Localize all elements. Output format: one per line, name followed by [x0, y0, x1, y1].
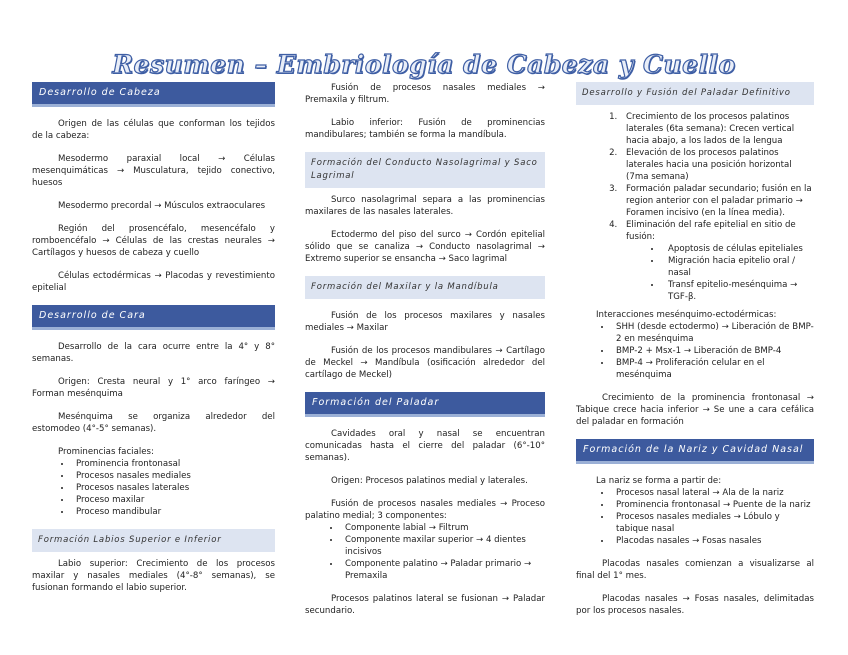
paladar-paragraph: Origen: Procesos palatinos medial y laterales.: [331, 476, 528, 486]
list-item: • Proceso maxilar: [72, 494, 275, 506]
section-header-paladar: Formación del Paladar: [305, 392, 545, 417]
paladar-paragraph: Fusión de procesos nasales mediales → Proceso palatino medial; 3 componentes:: [305, 499, 545, 521]
cara-paragraph: Origen: Cresta neural y 1° arco faríngeo → Forman mesénquima: [32, 377, 275, 399]
paladar-paragraph: Procesos palatinos lateral se fusionan → Paladar secundario.: [305, 594, 545, 616]
column-2: [305, 82, 545, 617]
mandibula-paragraph: Fusión de los procesos mandibulares → Cartílago de Meckel → Mandíbula (osificación alrededor del cartílago de Meckel): [305, 346, 545, 380]
prominencias-list: [32, 458, 275, 518]
cabeza-paragraph: Mesodermo paraxial local → Células mesenquimáticas → Musculatura, tejido conectivo, huesos: [32, 154, 275, 188]
cara-paragraph: Desarrollo de la cara ocurre entre la 4° y 8° semanas.: [32, 342, 275, 364]
premaxila-paragraph: Fusión de procesos nasales mediales → Premaxila y filtrum.: [305, 83, 545, 105]
cabeza-intro: Origen de las células que conforman los tejidos de la cabeza:: [32, 119, 275, 141]
interacciones-list: [576, 321, 814, 381]
section-header-conducto-nasolagrimal: Formación del Conducto Nasolagrimal y Saco Lagrimal: [305, 152, 545, 188]
list-item: • Procesos nasales mediales: [72, 470, 275, 482]
list-item: 3. Formación paladar secundario; fusión en la region anterior con el paladar primario → Foramen incisivo (en la línea media).: [620, 183, 814, 219]
nariz-label: La nariz se forma a partir de:: [596, 476, 722, 486]
section-header-labios: Formación Labios Superior e Inferior: [32, 529, 275, 552]
list-item: • Procesos nasales laterales: [72, 482, 275, 494]
list-item: • Procesos nasales mediales → Lóbulo y tabique nasal: [612, 511, 814, 535]
paladar-paragraph: Cavidades oral y nasal se encuentran comunicadas hasta el cierre del paladar (6°-10° semanas).: [305, 429, 545, 463]
conducto-paragraph: Ectodermo del piso del surco → Cordón epitelial sólido que se canaliza → Conducto nasolagrimal → Extremo superior se ensancha → Saco lagrimal: [305, 230, 545, 264]
column-3: [576, 82, 814, 617]
list-item: • Prominencia frontonasal → Puente de la nariz: [612, 499, 814, 511]
list-item: • Transf epitelio-mesénquima → TGF-β.: [662, 279, 814, 303]
list-item: • Procesos nasal lateral → Ala de la nariz: [612, 487, 814, 499]
section-header-maxilar-mandibula: Formación del Maxilar y la Mandíbula: [305, 276, 545, 299]
list-item: • Prominencia frontonasal: [72, 458, 275, 470]
cara-paragraph: Mesénquima se organiza alrededor del estomodeo (4°-5° semanas).: [32, 412, 275, 434]
pasos-list: [576, 111, 814, 303]
section-header-desarrollo-cabeza: Desarrollo de Cabeza: [32, 82, 275, 107]
maxilar-paragraph: Fusión de los procesos maxilares y nasales mediales → Maxilar: [305, 311, 545, 333]
list-item: • Componente labial → Filtrum: [341, 522, 545, 534]
list-item: 2. Elevación de los procesos palatinos laterales hacia una posición horizontal (7ma semana): [620, 147, 814, 183]
column-1: [32, 82, 275, 594]
componentes-list: [305, 522, 545, 582]
prominencias-label: Prominencias faciales:: [58, 447, 154, 457]
list-item: [620, 219, 814, 303]
list-item-label: Eliminación del rafe epitelial en sitio de fusión:: [626, 220, 796, 242]
interacciones-label: Interacciones mesénquimo-ectodérmicas:: [596, 310, 777, 320]
nariz-paragraph: Placodas nasales → Fosas nasales, delimitadas por los procesos nasales.: [576, 594, 814, 616]
list-item: • SHH (desde ectodermo) → Liberación de BMP-2 en mesénquima: [612, 321, 814, 345]
list-item: 1. Crecimiento de los procesos palatinos laterales (6ta semana): Crecen vertical hacia abajo, a los lados de la lengua: [620, 111, 814, 147]
list-item: • Proceso mandibular: [72, 506, 275, 518]
nariz-paragraph: Placodas nasales comienzan a visualizarse al final del 1° mes.: [576, 559, 814, 581]
nariz-list: [576, 487, 814, 547]
crecimiento-paragraph: Crecimiento de la prominencia frontonasal → Tabique crece hacia inferior → Se une a cara cefálica del paladar en formación: [576, 393, 814, 427]
cabeza-paragraph: Células ectodérmicas → Placodas y revestimiento epitelial: [32, 271, 275, 293]
cabeza-paragraph: Región del prosencéfalo, mesencéfalo y romboencéfalo → Células de las crestas neurales → Cartílagos y huesos de cabeza y cuello: [32, 224, 275, 258]
labios-paragraph: Labio superior: Crecimiento de los procesos maxilar y nasales mediales (4°-8° semanas), se fusionan formando el labio superior.: [32, 559, 275, 593]
list-item: • Placodas nasales → Fosas nasales: [612, 535, 814, 547]
conducto-paragraph: Surco nasolagrimal separa a las prominencias maxilares de las nasales laterales.: [305, 195, 545, 217]
cabeza-paragraph: Mesodermo precordal → Músculos extraoculares: [58, 201, 266, 211]
list-item: • BMP-2 + Msx-1 → Liberación de BMP-4: [612, 345, 814, 357]
list-item: • Migración hacia epitelio oral / nasal: [662, 255, 814, 279]
list-item: • Componente maxilar superior → 4 dientes incisivos: [341, 534, 545, 558]
page-title: Resumen – Embriología de Cabeza y Cuello: [112, 50, 736, 79]
section-header-paladar-definitivo: Desarrollo y Fusión del Paladar Definitivo: [576, 82, 814, 105]
section-header-nariz: Formación de la Nariz y Cavidad Nasal: [576, 439, 814, 464]
section-header-desarrollo-cara: Desarrollo de Cara: [32, 305, 275, 330]
eliminacion-list: [626, 243, 814, 303]
labio-inferior-paragraph: Labio inferior: Fusión de prominencias mandibulares; también se forma la mandíbula.: [305, 118, 545, 140]
list-item: • Componente palatino → Paladar primario → Premaxila: [341, 558, 545, 582]
list-item: • Apoptosis de células epiteliales: [662, 243, 814, 255]
list-item: • BMP-4 → Proliferación celular en el mesénquima: [612, 357, 814, 381]
